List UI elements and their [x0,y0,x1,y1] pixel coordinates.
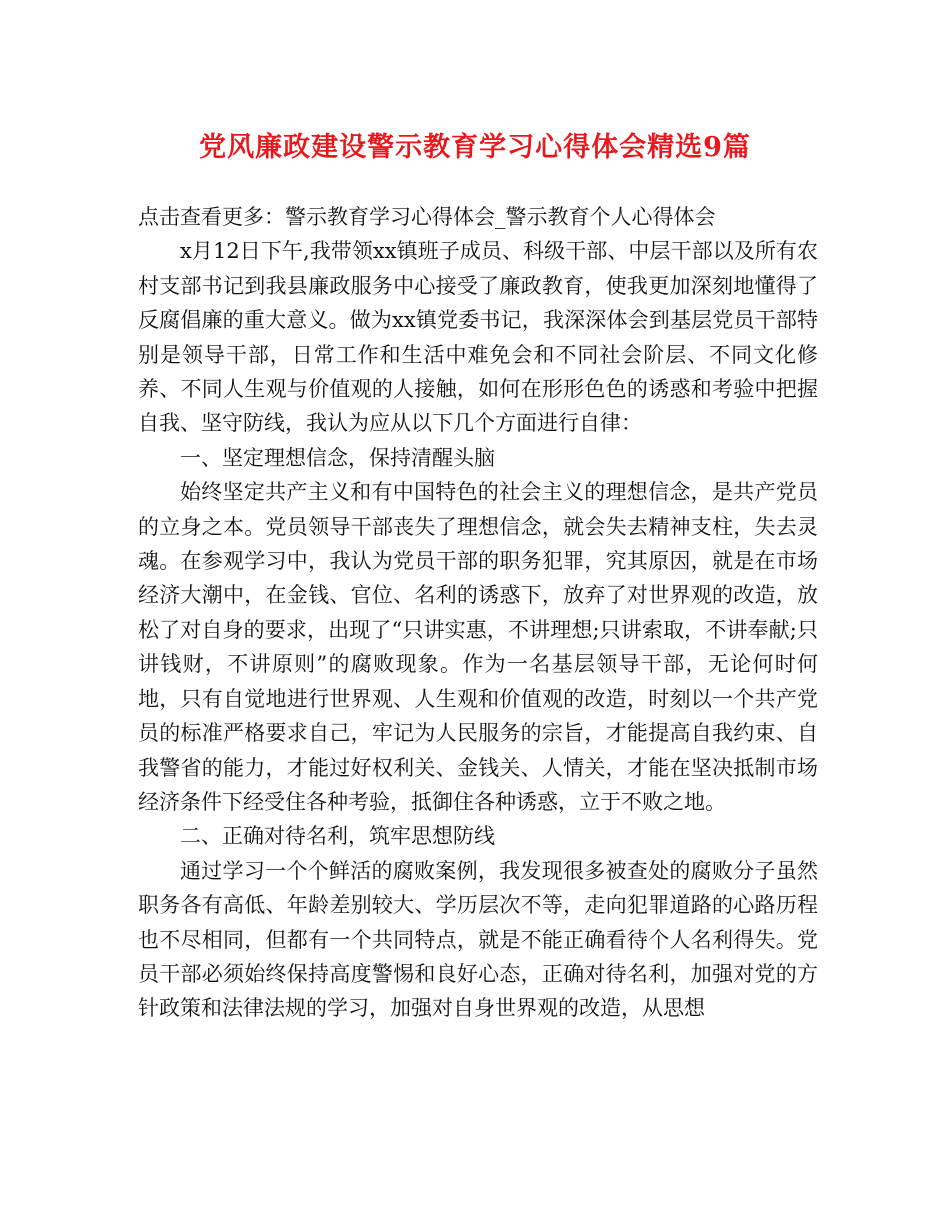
paragraph-section-2: 通过学习一个个鲜活的腐败案例，我发现很多被查处的腐败分子虽然职务各有高低、年龄差别较大、学历层次不等，走向犯罪道路的心路历程也不尽相同，但都有一个共同特点，就是不能正确看待个人名利得失。党员干部必须始终保持高度警惕和良好心态，正确对待名利，加强对党的方针政策和法律法规的学习，加强对自身世界观的改造，从思想 [138,858,818,1021]
paragraph-intro: x月12日下午,我带领xx镇班子成员、科级干部、中层干部以及所有农村支部书记到我县廉政服务中心接受了廉政教育，使我更加深刻地懂得了反腐倡廉的重大意义。做为xx镇党委书记，我深深体会到基层党员干部特别是领导干部，日常工作和生活中难免会和不同社会阶层、不同文化修养、不同人生观与价值观的人接触，如何在形形色色的诱惑和考验中把握自我、坚守防线，我认为应从以下几个方面进行自律： [138,239,818,436]
paragraph-section-1: 始终坚定共产主义和有中国特色的社会主义的理想信念，是共产党员的立身之本。党员领导干部丧失了理想信念，就会失去精神支柱，失去灵魂。在参观学习中，我认为党员干部的职务犯罪，究其原因，就是在市场经济大潮中，在金钱、官位、名利的诱惑下，放弃了对世界观的改造，放松了对自身的要求，出现了“只讲实惠，不讲理想;只讲索取，不讲奉献;只讲钱财，不讲原则”的腐败现象。作为一名基层领导干部，无论何时何地，只有自觉地进行世界观、人生观和价值观的改造，时刻以一个共产党员的标准严格要求自己，牢记为人民服务的宗旨，才能提高自我约束、自我警省的能力，才能过好权利关、金钱关、人情关，才能在坚决抵制市场经济条件下经受住各种考验，抵御住各种诱惑，立于不败之地。 [138,480,818,814]
document-body [138,200,818,1026]
document-title: 党风廉政建设警示教育学习心得体会精选9篇 [199,132,751,163]
section-heading-1: 一、坚定理想信念，保持清醒头脑 [180,445,495,470]
section-heading-2: 二、正确对待名利，筑牢思想防线 [180,824,495,849]
more-link-line[interactable]: 点击查看更多：警示教育学习心得体会_警示教育个人心得体会 [138,205,716,229]
